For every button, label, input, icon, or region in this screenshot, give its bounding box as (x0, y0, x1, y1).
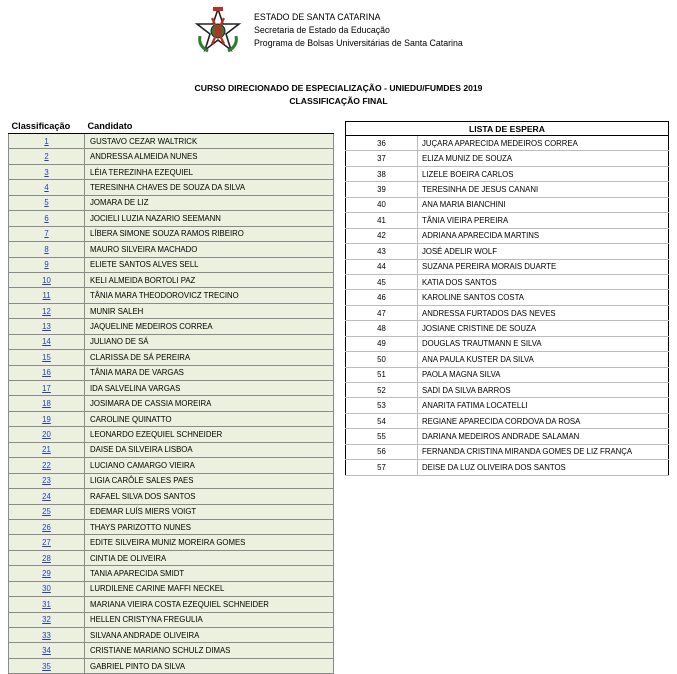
candidate-name: JOMARA DE LIZ (85, 195, 334, 210)
candidate-name: REGIANE APARECIDA CORDOVA DA ROSA (418, 413, 669, 428)
candidate-name: ANDRESSA ALMEIDA NUNES (85, 149, 334, 164)
candidate-name: LÍBERA SIMONE SOUZA RAMOS RIBEIRO (85, 226, 334, 241)
rank-number[interactable]: 22 (9, 458, 85, 473)
rank-number[interactable]: 12 (9, 303, 85, 318)
candidate-name: DAISE DA SILVEIRA LISBOA (85, 442, 334, 457)
rank-number: 51 (346, 367, 418, 382)
candidate-name: MUNIR SALEH (85, 303, 334, 318)
candidate-name: GUSTAVO CEZAR WALTRICK (85, 134, 334, 149)
rank-number[interactable]: 8 (9, 242, 85, 257)
rank-number: 37 (346, 151, 418, 166)
table-row (9, 381, 334, 396)
table-row (346, 259, 669, 274)
candidate-name: TANIA APARECIDA SMIDT (85, 566, 334, 581)
candidate-name: EDITE SILVEIRA MUNIZ MOREIRA GOMES (85, 535, 334, 550)
rank-number[interactable]: 29 (9, 566, 85, 581)
rank-number: 41 (346, 213, 418, 228)
rank-number[interactable]: 1 (9, 134, 85, 149)
rank-number: 56 (346, 444, 418, 459)
government-heading (254, 11, 463, 50)
table-row (9, 643, 334, 658)
table-row (346, 413, 669, 428)
candidate-name: ANA MARIA BIANCHINI (418, 197, 669, 212)
rank-number: 55 (346, 429, 418, 444)
candidate-name: TÂNIA MARA THEODOROVICZ TRECINO (85, 288, 334, 303)
table-row (9, 350, 334, 365)
candidate-name: DEISE DA LUZ OLIVEIRA DOS SANTOS (418, 460, 669, 475)
candidate-name: CINTIA DE OLIVEIRA (85, 550, 334, 565)
table-row (9, 365, 334, 380)
table-row (9, 211, 334, 226)
candidate-name: EDEMAR LUÍS MIERS VOIGT (85, 504, 334, 519)
candidate-name: TÂNIA MARA DE VARGAS (85, 365, 334, 380)
rank-number[interactable]: 6 (9, 211, 85, 226)
state-name: ESTADO DE SANTA CATARINA (254, 12, 381, 22)
rank-number[interactable]: 24 (9, 489, 85, 504)
rank-number[interactable]: 26 (9, 519, 85, 534)
table-row (9, 612, 334, 627)
table-row (9, 566, 334, 581)
table-row (346, 398, 669, 413)
candidate-name: PAOLA MAGNA SILVA (418, 367, 669, 382)
rank-number: 52 (346, 383, 418, 398)
candidate-name: JAQUELINE MEDEIROS CORREA (85, 319, 334, 334)
table-row (346, 197, 669, 212)
table-row (9, 257, 334, 272)
table-row (9, 535, 334, 550)
candidate-name: TERESINHA DE JESUS CANANI (418, 182, 669, 197)
candidate-name: JULIANO DE SÁ (85, 334, 334, 349)
candidate-name: HELLEN CRISTYNA FREGULIA (85, 612, 334, 627)
table-row (346, 305, 669, 320)
table-row (9, 180, 334, 195)
rank-number[interactable]: 18 (9, 396, 85, 411)
table-row (346, 429, 669, 444)
candidate-name: ADRIANA APARECIDA MARTINS (418, 228, 669, 243)
table-row (9, 473, 334, 488)
rank-number[interactable]: 15 (9, 350, 85, 365)
candidate-name: JOSIMARA DE CASSIA MOREIRA (85, 396, 334, 411)
rank-number[interactable]: 33 (9, 628, 85, 643)
table-row (9, 427, 334, 442)
table-row (9, 442, 334, 457)
candidate-name: LURDILENE CARINE MAFFI NECKEL (85, 581, 334, 596)
rank-number[interactable]: 11 (9, 288, 85, 303)
rank-number[interactable]: 20 (9, 427, 85, 442)
rank-number: 48 (346, 321, 418, 336)
state-coat-of-arms-icon (194, 6, 242, 54)
candidate-name: GABRIEL PINTO DA SILVA (85, 658, 334, 673)
rank-number: 54 (346, 413, 418, 428)
table-row (9, 134, 334, 149)
letterhead (194, 6, 514, 54)
candidate-name: DARIANA MEDEIROS ANDRADE SALAMAN (418, 429, 669, 444)
table-row (346, 383, 669, 398)
table-row (9, 519, 334, 534)
rank-number[interactable]: 14 (9, 334, 85, 349)
rank-number: 39 (346, 182, 418, 197)
document-title: CURSO DIRECIONADO DE ESPECIALIZAÇÃO - UNIEDU/FUMDES 2019 (194, 83, 483, 93)
table-row (346, 182, 669, 197)
candidate-name: LIZELE BOEIRA CARLOS (418, 166, 669, 181)
table-header-row (9, 118, 334, 134)
rank-number[interactable]: 21 (9, 442, 85, 457)
candidate-name: ANDRESSA FURTADOS DAS NEVES (418, 305, 669, 320)
rank-number: 43 (346, 244, 418, 259)
waiting-list-table (345, 121, 669, 476)
table-row (346, 244, 669, 259)
rank-number[interactable]: 10 (9, 272, 85, 287)
waiting-list-header-row (346, 122, 669, 136)
table-row (346, 336, 669, 351)
candidate-column-header: Candidato (85, 118, 334, 134)
classification-table (8, 118, 334, 674)
candidate-name: THAYS PARIZOTTO NUNES (85, 519, 334, 534)
table-row (9, 396, 334, 411)
table-row (9, 628, 334, 643)
rank-number[interactable]: 28 (9, 550, 85, 565)
table-row (9, 272, 334, 287)
department-name: Secretaria de Estado da Educação (254, 25, 390, 35)
rank-number[interactable]: 25 (9, 504, 85, 519)
rank-number[interactable]: 32 (9, 612, 85, 627)
rank-number[interactable]: 27 (9, 535, 85, 550)
rank-number[interactable]: 16 (9, 365, 85, 380)
candidate-name: LUCIANO CAMARGO VIEIRA (85, 458, 334, 473)
table-row (9, 195, 334, 210)
table-row (9, 149, 334, 164)
table-row (346, 352, 669, 367)
rank-number: 40 (346, 197, 418, 212)
table-row (346, 367, 669, 382)
candidate-name: TÂNIA VIEIRA PEREIRA (418, 213, 669, 228)
rank-number[interactable]: 13 (9, 319, 85, 334)
table-row (9, 226, 334, 241)
candidate-name: CRISTIANE MARIANO SCHULZ DIMAS (85, 643, 334, 658)
rank-number: 53 (346, 398, 418, 413)
candidate-name: JOSIANE CRISTINE DE SOUZA (418, 321, 669, 336)
candidate-name: FERNANDA CRISTINA MIRANDA GOMES DE LIZ FRANÇA (418, 444, 669, 459)
table-row (9, 458, 334, 473)
candidate-name: MARIANA VIEIRA COSTA EZEQUIEL SCHNEIDER (85, 597, 334, 612)
rank-number[interactable]: 19 (9, 411, 85, 426)
waiting-list-title: LISTA DE ESPERA (346, 122, 669, 136)
table-row (9, 504, 334, 519)
table-row (9, 489, 334, 504)
candidate-name: CLARISSA DE SÁ PEREIRA (85, 350, 334, 365)
candidate-name: LEONARDO EZEQUIEL SCHNEIDER (85, 427, 334, 442)
table-row (9, 411, 334, 426)
table-row (9, 581, 334, 596)
rank-number[interactable]: 35 (9, 658, 85, 673)
candidate-name: SILVANA ANDRADE OLIVEIRA (85, 628, 334, 643)
rank-number[interactable]: 30 (9, 581, 85, 596)
candidate-name: KATIA DOS SANTOS (418, 274, 669, 289)
candidate-name: JOSÉ ADELIR WOLF (418, 244, 669, 259)
candidate-name: SUZANA PEREIRA MORAIS DUARTE (418, 259, 669, 274)
classification-rows (9, 134, 334, 674)
candidate-name: TERESINHA CHAVES DE SOUZA DA SILVA (85, 180, 334, 195)
rank-number: 57 (346, 460, 418, 475)
rank-number: 50 (346, 352, 418, 367)
table-row (9, 334, 334, 349)
table-row (346, 290, 669, 305)
rank-number[interactable]: 34 (9, 643, 85, 658)
candidate-name: LIGIA CARÔLE SALES PAES (85, 473, 334, 488)
table-row (9, 597, 334, 612)
table-row (346, 228, 669, 243)
rank-number[interactable]: 4 (9, 180, 85, 195)
rank-number: 38 (346, 166, 418, 181)
program-name: Programa de Bolsas Universitárias de Santa Catarina (254, 38, 463, 48)
rank-number[interactable]: 17 (9, 381, 85, 396)
table-row (346, 213, 669, 228)
table-row (346, 444, 669, 459)
rank-number[interactable]: 31 (9, 597, 85, 612)
rank-number[interactable]: 2 (9, 149, 85, 164)
table-row (9, 242, 334, 257)
rank-column-header: Classificação (9, 118, 85, 134)
rank-number: 46 (346, 290, 418, 305)
rank-number[interactable]: 5 (9, 195, 85, 210)
table-row (9, 303, 334, 318)
candidate-name: IDA SALVELINA VARGAS (85, 381, 334, 396)
candidate-name: MAURO SILVEIRA MACHADO (85, 242, 334, 257)
candidate-name: SADI DA SILVA BARROS (418, 383, 669, 398)
rank-number[interactable]: 9 (9, 257, 85, 272)
candidate-name: ELIZA MUNIZ DE SOUZA (418, 151, 669, 166)
rank-number: 42 (346, 228, 418, 243)
rank-number: 45 (346, 274, 418, 289)
table-row (346, 166, 669, 181)
table-row (346, 274, 669, 289)
candidate-name: JOCIELI LUZIA NAZARIO SEEMANN (85, 211, 334, 226)
document-subtitle: CLASSIFICAÇÃO FINAL (289, 96, 388, 106)
rank-number: 47 (346, 305, 418, 320)
candidate-name: CAROLINE QUINATTO (85, 411, 334, 426)
table-row (346, 460, 669, 475)
candidate-name: DOUGLAS TRAUTMANN E SILVA (418, 336, 669, 351)
rank-number: 49 (346, 336, 418, 351)
candidate-name: ELIETE SANTOS ALVES SELL (85, 257, 334, 272)
rank-number[interactable]: 23 (9, 473, 85, 488)
candidate-name: ANA PAULA KUSTER DA SILVA (418, 352, 669, 367)
candidate-name: JUÇARA APARECIDA MEDEIROS CORREA (418, 136, 669, 151)
table-row (346, 136, 669, 151)
rank-number: 44 (346, 259, 418, 274)
candidate-name: KELI ALMEIDA BORTOLI PAZ (85, 272, 334, 287)
rank-number[interactable]: 3 (9, 164, 85, 179)
table-row (9, 288, 334, 303)
waiting-list-rows (346, 136, 669, 476)
rank-number: 36 (346, 136, 418, 151)
table-row (346, 321, 669, 336)
candidate-name: KAROLINE SANTOS COSTA (418, 290, 669, 305)
table-row (9, 164, 334, 179)
candidate-name: LÉIA TEREZINHA EZEQUIEL (85, 164, 334, 179)
table-row (9, 658, 334, 673)
table-row (9, 319, 334, 334)
table-row (346, 151, 669, 166)
rank-number[interactable]: 7 (9, 226, 85, 241)
table-row (9, 550, 334, 565)
candidate-name: ANARITA FATIMA LOCATELLI (418, 398, 669, 413)
candidate-name: RAFAEL SILVA DOS SANTOS (85, 489, 334, 504)
